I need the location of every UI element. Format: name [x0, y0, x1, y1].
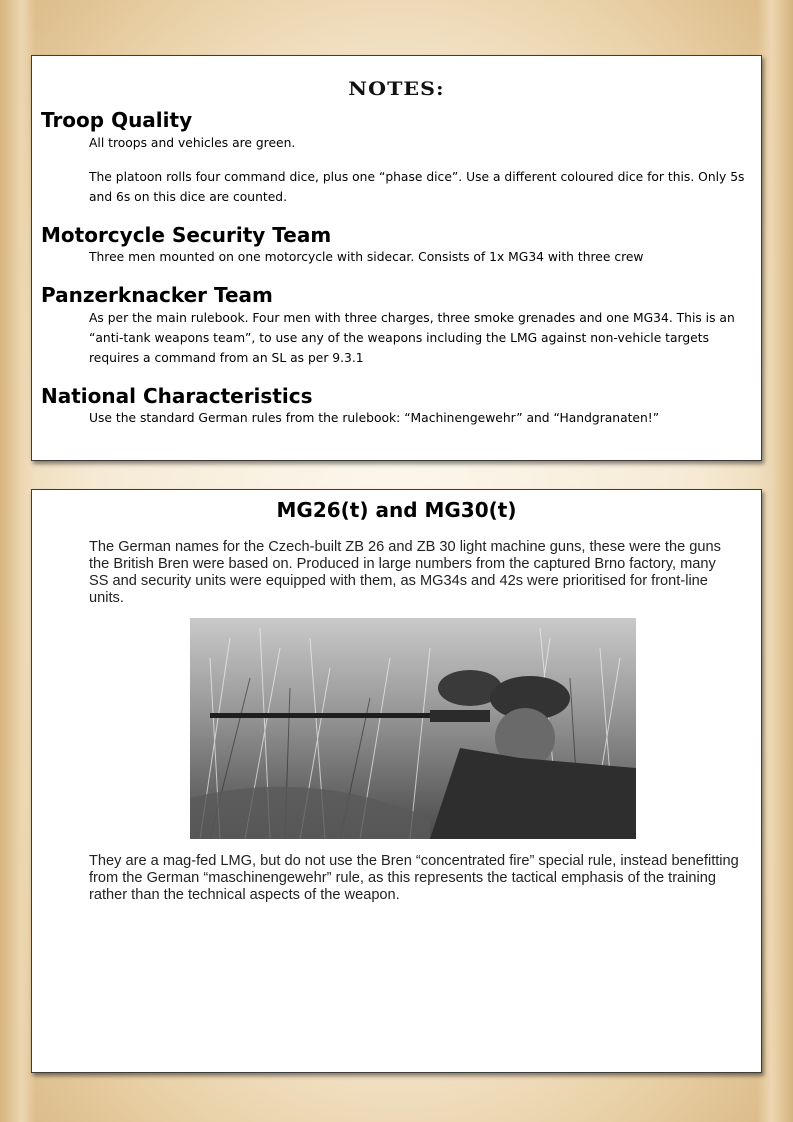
national-characteristics-paragraph: Use the standard German rules from the rulebook: “Machinengewehr” and “Handgranaten!” — [89, 411, 660, 425]
troop-quality-paragraph-1: All troops and vehicles are green. — [89, 136, 296, 150]
section-title-national-characteristics: National Characteristics — [41, 384, 313, 408]
notes-panel — [31, 55, 762, 461]
soldiers-photo-illustration — [190, 618, 636, 839]
mg-title: MG26(t) and MG30(t) — [276, 498, 517, 522]
section-title-panzerknacker-team: Panzerknacker Team — [41, 283, 273, 307]
mg-panel — [31, 489, 762, 1073]
soldiers-photo — [190, 618, 636, 839]
mg-outro-paragraph: They are a mag-fed LMG, but do not use the Bren “concentrated fire” special rule, instead benefitting from the German “maschinengewehr” rule, as this represents the tactical emphasis of the training rather than the technical aspects of the weapon. — [89, 853, 739, 903]
mg-intro-paragraph: The German names for the Czech-built ZB 26 and ZB 30 light machine guns, these were the guns the British Bren were based on. Produced in large numbers from the captured Brno factory, many SS and security units were equipped with them, as MG34s and 42s were prioritised for front-line units. — [89, 539, 721, 606]
section-title-motorcycle-security-team: Motorcycle Security Team — [41, 223, 332, 247]
panzerknacker-paragraph: As per the main rulebook. Four men with three charges, three smoke grenades and one MG34. This is an “anti-tank weapons team”, to use any of the weapons including the LMG against non-vehicle targets requires a command from an SL as per 9.3.1 — [89, 311, 735, 365]
parchment-border-right — [757, 0, 793, 1122]
notes-heading: NOTES: — [348, 78, 445, 100]
troop-quality-paragraph-2: The platoon rolls four command dice, plus one “phase dice”. Use a different coloured dice for this. Only 5s and 6s on this dice are counted. — [89, 170, 745, 204]
motorcycle-team-paragraph: Three men mounted on one motorcycle with sidecar. Consists of 1x MG34 with three crew — [89, 250, 644, 264]
section-title-troop-quality: Troop Quality — [41, 108, 193, 132]
